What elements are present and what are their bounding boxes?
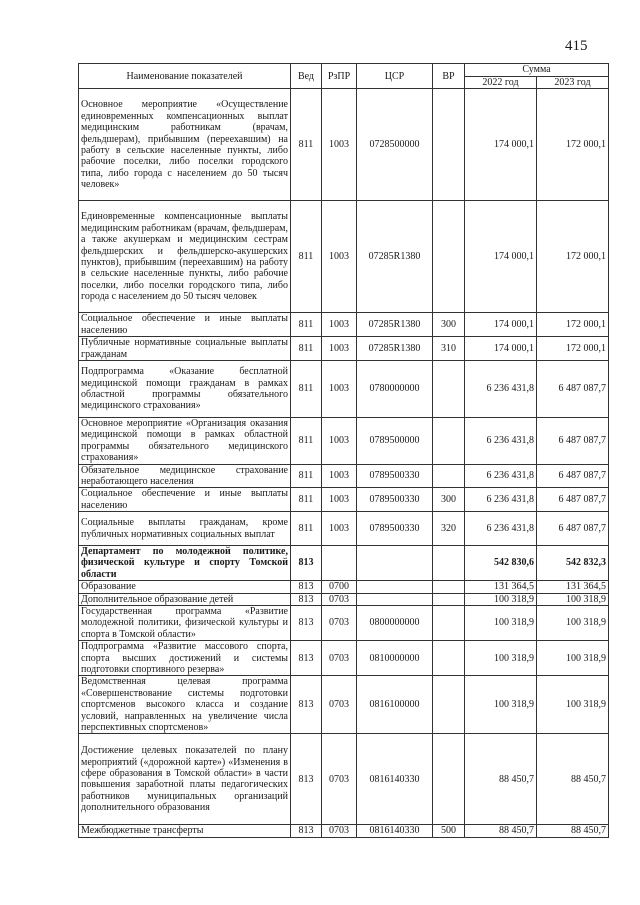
table-row: [79, 641, 609, 676]
row-name: Основное мероприятие «Осуществление единовременных компенсационных выплат медицинским работникам (врачам, фельдшерам), прибывшим (переехавшим) на работу в сельские населенные пункты, либо рабочие поселки, либо поселки городского типа, либо города с населением до 50 тысяч человек»: [79, 89, 291, 201]
page-number: 415: [565, 38, 588, 54]
row-csr: 07285R1380: [357, 201, 433, 313]
row-amount-2023: 172 000,1: [537, 89, 609, 201]
row-name: Подпрограмма «Оказание бесплатной медицинской помощи гражданам в рамках областной программы обязательного медицинского страхования»: [79, 360, 291, 417]
row-rzpr: 1003: [322, 313, 357, 337]
budget-table: [78, 63, 609, 838]
row-name: Социальное обеспечение и иные выплаты населению: [79, 488, 291, 512]
row-rzpr: 0703: [322, 606, 357, 641]
row-name: Публичные нормативные социальные выплаты гражданам: [79, 337, 291, 361]
row-amount-2022: 174 000,1: [465, 201, 537, 313]
row-amount-2022: 542 830,6: [465, 546, 537, 581]
row-ved: 813: [291, 593, 322, 605]
row-amount-2023: 172 000,1: [537, 201, 609, 313]
row-csr: 0816100000: [357, 676, 433, 734]
row-name: Ведомственная целевая программа «Совершенствование системы подготовки спортсменов высокого класса и создание условий, направленных на увеличение числа перспективных спортсменов»: [79, 676, 291, 734]
row-vr: [433, 89, 465, 201]
row-rzpr: 1003: [322, 464, 357, 488]
row-name: Социальные выплаты гражданам, кроме публичных нормативных социальных выплат: [79, 512, 291, 546]
row-vr: [433, 676, 465, 734]
row-vr: [433, 606, 465, 641]
row-ved: 813: [291, 581, 322, 593]
row-ved: 811: [291, 417, 322, 464]
row-ved: 811: [291, 464, 322, 488]
row-ved: 811: [291, 488, 322, 512]
row-vr: [433, 593, 465, 605]
row-csr: 0789500330: [357, 488, 433, 512]
row-vr: [433, 464, 465, 488]
table-row: [79, 546, 609, 581]
row-name: Подпрограмма «Развитие массового спорта, спорта высших достижений и системы подготовки спортивного резерва»: [79, 641, 291, 676]
row-csr: [357, 593, 433, 605]
row-vr: 300: [433, 313, 465, 337]
row-vr: [433, 360, 465, 417]
header-name: Наименование показателей: [79, 64, 291, 89]
row-vr: [433, 581, 465, 593]
row-vr: 320: [433, 512, 465, 546]
table-row: [79, 337, 609, 361]
row-csr: 0789500330: [357, 464, 433, 488]
row-amount-2022: 6 236 431,8: [465, 464, 537, 488]
table-row: [79, 825, 609, 837]
row-amount-2023: 100 318,9: [537, 641, 609, 676]
row-csr: 0780000000: [357, 360, 433, 417]
row-name: Обязательное медицинское страхование неработающего населения: [79, 464, 291, 488]
row-amount-2023: 6 487 087,7: [537, 464, 609, 488]
row-amount-2023: 6 487 087,7: [537, 488, 609, 512]
row-name: Достижение целевых показателей по плану мероприятий («дорожной карте») «Изменения в сфере образования в Томской области» в части повышения заработной платы педагогических работников муниципальных организаций дополнительного образования: [79, 734, 291, 825]
table-row: [79, 606, 609, 641]
row-amount-2023: 100 318,9: [537, 676, 609, 734]
row-vr: 500: [433, 825, 465, 837]
row-ved: 811: [291, 512, 322, 546]
row-amount-2022: 174 000,1: [465, 337, 537, 361]
row-csr: 0810000000: [357, 641, 433, 676]
row-name: Социальное обеспечение и иные выплаты населению: [79, 313, 291, 337]
row-ved: 811: [291, 360, 322, 417]
row-rzpr: 0703: [322, 825, 357, 837]
row-amount-2022: 100 318,9: [465, 676, 537, 734]
row-name: Межбюджетные трансферты: [79, 825, 291, 837]
table-row: [79, 464, 609, 488]
row-rzpr: [322, 546, 357, 581]
table-row: [79, 201, 609, 313]
row-rzpr: 1003: [322, 89, 357, 201]
header-year-2022: 2022 год: [465, 77, 537, 89]
table-row: [79, 488, 609, 512]
row-csr: 0728500000: [357, 89, 433, 201]
row-rzpr: 1003: [322, 488, 357, 512]
row-rzpr: 1003: [322, 360, 357, 417]
row-amount-2022: 6 236 431,8: [465, 360, 537, 417]
row-csr: 0789500000: [357, 417, 433, 464]
row-vr: 310: [433, 337, 465, 361]
table-row: [79, 89, 609, 201]
header-rzpr: РзПР: [322, 64, 357, 89]
row-ved: 811: [291, 337, 322, 361]
header-csr: ЦСР: [357, 64, 433, 89]
row-csr: 07285R1380: [357, 337, 433, 361]
table-row: [79, 593, 609, 605]
row-csr: 0816140330: [357, 825, 433, 837]
row-rzpr: 1003: [322, 337, 357, 361]
row-amount-2023: 172 000,1: [537, 337, 609, 361]
table-row: [79, 360, 609, 417]
table-row: [79, 581, 609, 593]
row-amount-2023: 6 487 087,7: [537, 360, 609, 417]
table-row: [79, 512, 609, 546]
row-vr: 300: [433, 488, 465, 512]
row-name: Дополнительное образование детей: [79, 593, 291, 605]
row-amount-2023: 88 450,7: [537, 825, 609, 837]
row-name: Образование: [79, 581, 291, 593]
table-row: [79, 734, 609, 825]
table-row: [79, 676, 609, 734]
row-amount-2022: 88 450,7: [465, 734, 537, 825]
row-vr: [433, 641, 465, 676]
row-rzpr: 0703: [322, 641, 357, 676]
row-vr: [433, 201, 465, 313]
row-rzpr: 0703: [322, 676, 357, 734]
row-amount-2022: 174 000,1: [465, 89, 537, 201]
row-amount-2022: 131 364,5: [465, 581, 537, 593]
row-amount-2023: 172 000,1: [537, 313, 609, 337]
row-amount-2023: 88 450,7: [537, 734, 609, 825]
row-ved: 813: [291, 676, 322, 734]
header-sum: Сумма: [465, 64, 609, 77]
row-name: Государственная программа «Развитие молодежной политики, физической культуры и спорта в Томской области»: [79, 606, 291, 641]
row-amount-2023: 100 318,9: [537, 593, 609, 605]
row-amount-2023: 131 364,5: [537, 581, 609, 593]
row-csr: [357, 546, 433, 581]
row-csr: 07285R1380: [357, 313, 433, 337]
row-ved: 813: [291, 734, 322, 825]
row-ved: 811: [291, 89, 322, 201]
table-row: [79, 417, 609, 464]
row-rzpr: 0700: [322, 581, 357, 593]
header-year-2023: 2023 год: [537, 77, 609, 89]
row-vr: [433, 417, 465, 464]
row-csr: 0800000000: [357, 606, 433, 641]
row-amount-2022: 88 450,7: [465, 825, 537, 837]
row-amount-2022: 6 236 431,8: [465, 417, 537, 464]
row-rzpr: 1003: [322, 512, 357, 546]
row-amount-2022: 6 236 431,8: [465, 512, 537, 546]
row-amount-2023: 542 832,3: [537, 546, 609, 581]
row-vr: [433, 734, 465, 825]
row-name: Основное мероприятие «Организация оказания медицинской помощи в рамках областной программы обязательного медицинского страхования»: [79, 417, 291, 464]
row-ved: 813: [291, 606, 322, 641]
row-csr: [357, 581, 433, 593]
row-amount-2022: 174 000,1: [465, 313, 537, 337]
header-vr: ВР: [433, 64, 465, 89]
row-csr: 0816140330: [357, 734, 433, 825]
row-name: Единовременные компенсационные выплаты медицинским работникам (врачам, фельдшерам, а также акушеркам и медицинским сестрам фельдшерских и фельдшерско-акушерских пунктов), прибывшим (переехавшим) на работу в сельские населенные пункты, либо рабочие поселки, либо поселки городского типа, либо города с населением до 50 тысяч человек: [79, 201, 291, 313]
row-ved: 813: [291, 641, 322, 676]
row-ved: 811: [291, 201, 322, 313]
row-ved: 813: [291, 546, 322, 581]
row-name: Департамент по молодежной политике, физической культуре и спорту Томской области: [79, 546, 291, 581]
row-rzpr: 0703: [322, 593, 357, 605]
row-amount-2022: 100 318,9: [465, 641, 537, 676]
row-amount-2022: 100 318,9: [465, 593, 537, 605]
row-amount-2023: 6 487 087,7: [537, 417, 609, 464]
row-amount-2022: 100 318,9: [465, 606, 537, 641]
row-ved: 811: [291, 313, 322, 337]
row-rzpr: 1003: [322, 201, 357, 313]
row-rzpr: 1003: [322, 417, 357, 464]
header-ved: Вед: [291, 64, 322, 89]
row-csr: 0789500330: [357, 512, 433, 546]
row-vr: [433, 546, 465, 581]
row-rzpr: 0703: [322, 734, 357, 825]
row-amount-2022: 6 236 431,8: [465, 488, 537, 512]
row-ved: 813: [291, 825, 322, 837]
row-amount-2023: 100 318,9: [537, 606, 609, 641]
row-amount-2023: 6 487 087,7: [537, 512, 609, 546]
table-row: [79, 313, 609, 337]
